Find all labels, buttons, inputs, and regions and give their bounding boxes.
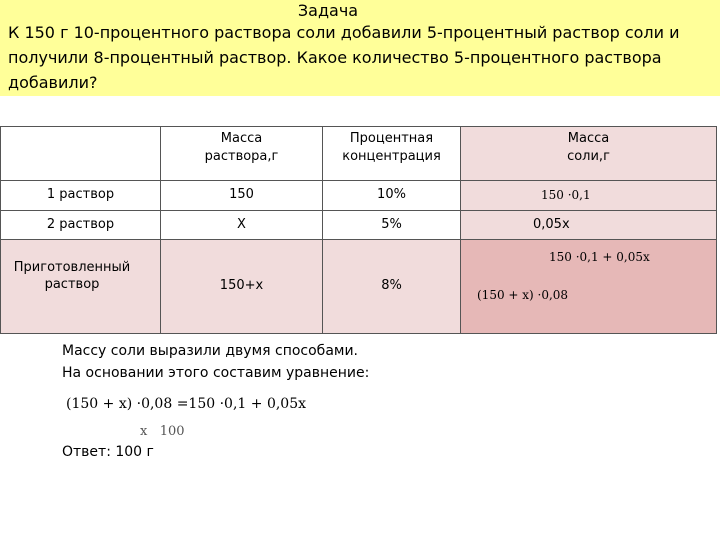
row3-name [1, 240, 161, 334]
row2-concentration: 5% [323, 211, 461, 240]
explanation-line-2: На основании этого составим уравнение: [62, 365, 370, 381]
header-salt-mass [461, 127, 717, 181]
solution-table [0, 126, 717, 334]
table-row [1, 240, 717, 334]
row1-salt-formula: 150 ·0,1 [541, 188, 591, 202]
header-salt-mass-label: Масса соли,г [567, 131, 610, 164]
equation: (150 + x) ·0,08 =150 ·0,1 + 0,05x [66, 396, 307, 412]
row1-name: 1 раствор [1, 181, 161, 211]
row3-concentration [323, 240, 461, 334]
equation-result: x 100 [140, 424, 185, 439]
header-concentration [323, 127, 461, 181]
row2-salt-value: 0,05х [533, 217, 570, 232]
row2-mass: Х [161, 211, 323, 240]
row1-salt [461, 181, 717, 211]
row3-salt-formula-1: 150 ·0,1 + 0,05x [549, 250, 650, 264]
row3-mass [161, 240, 323, 334]
row1-concentration: 10% [323, 181, 461, 211]
row1-mass: 150 [161, 181, 323, 211]
table-row [1, 211, 717, 240]
row3-salt [461, 240, 717, 334]
row3-name-label: Приготовленный раствор [13, 260, 131, 292]
task-panel [0, 0, 720, 96]
task-text: К 150 г 10-процентного раствора соли добавили 5-процентный раствор соли и получили 8-процентный раствор. Какое количество 5-процентного раствора добавили? [8, 23, 680, 92]
row3-concentration-value: 8% [381, 278, 402, 293]
row3-salt-formula-2: (150 + x) ·0,08 [477, 288, 569, 302]
header-mass-label: Масса раствора,г [204, 131, 279, 164]
row2-name: 2 раствор [1, 211, 161, 240]
table-row [1, 181, 717, 211]
header-mass [161, 127, 323, 181]
header-empty-cell [1, 127, 161, 181]
explanation-line-1: Массу соли выразили двумя способами. [62, 343, 359, 359]
explanation [62, 340, 369, 384]
task-title: Задача [297, 1, 359, 20]
answer: Ответ: 100 г [62, 444, 154, 460]
row2-salt [461, 211, 717, 240]
table-header-row [1, 127, 717, 181]
row3-mass-value: 150+х [219, 278, 264, 293]
header-concentration-label: Процентная концентрация [342, 131, 441, 164]
